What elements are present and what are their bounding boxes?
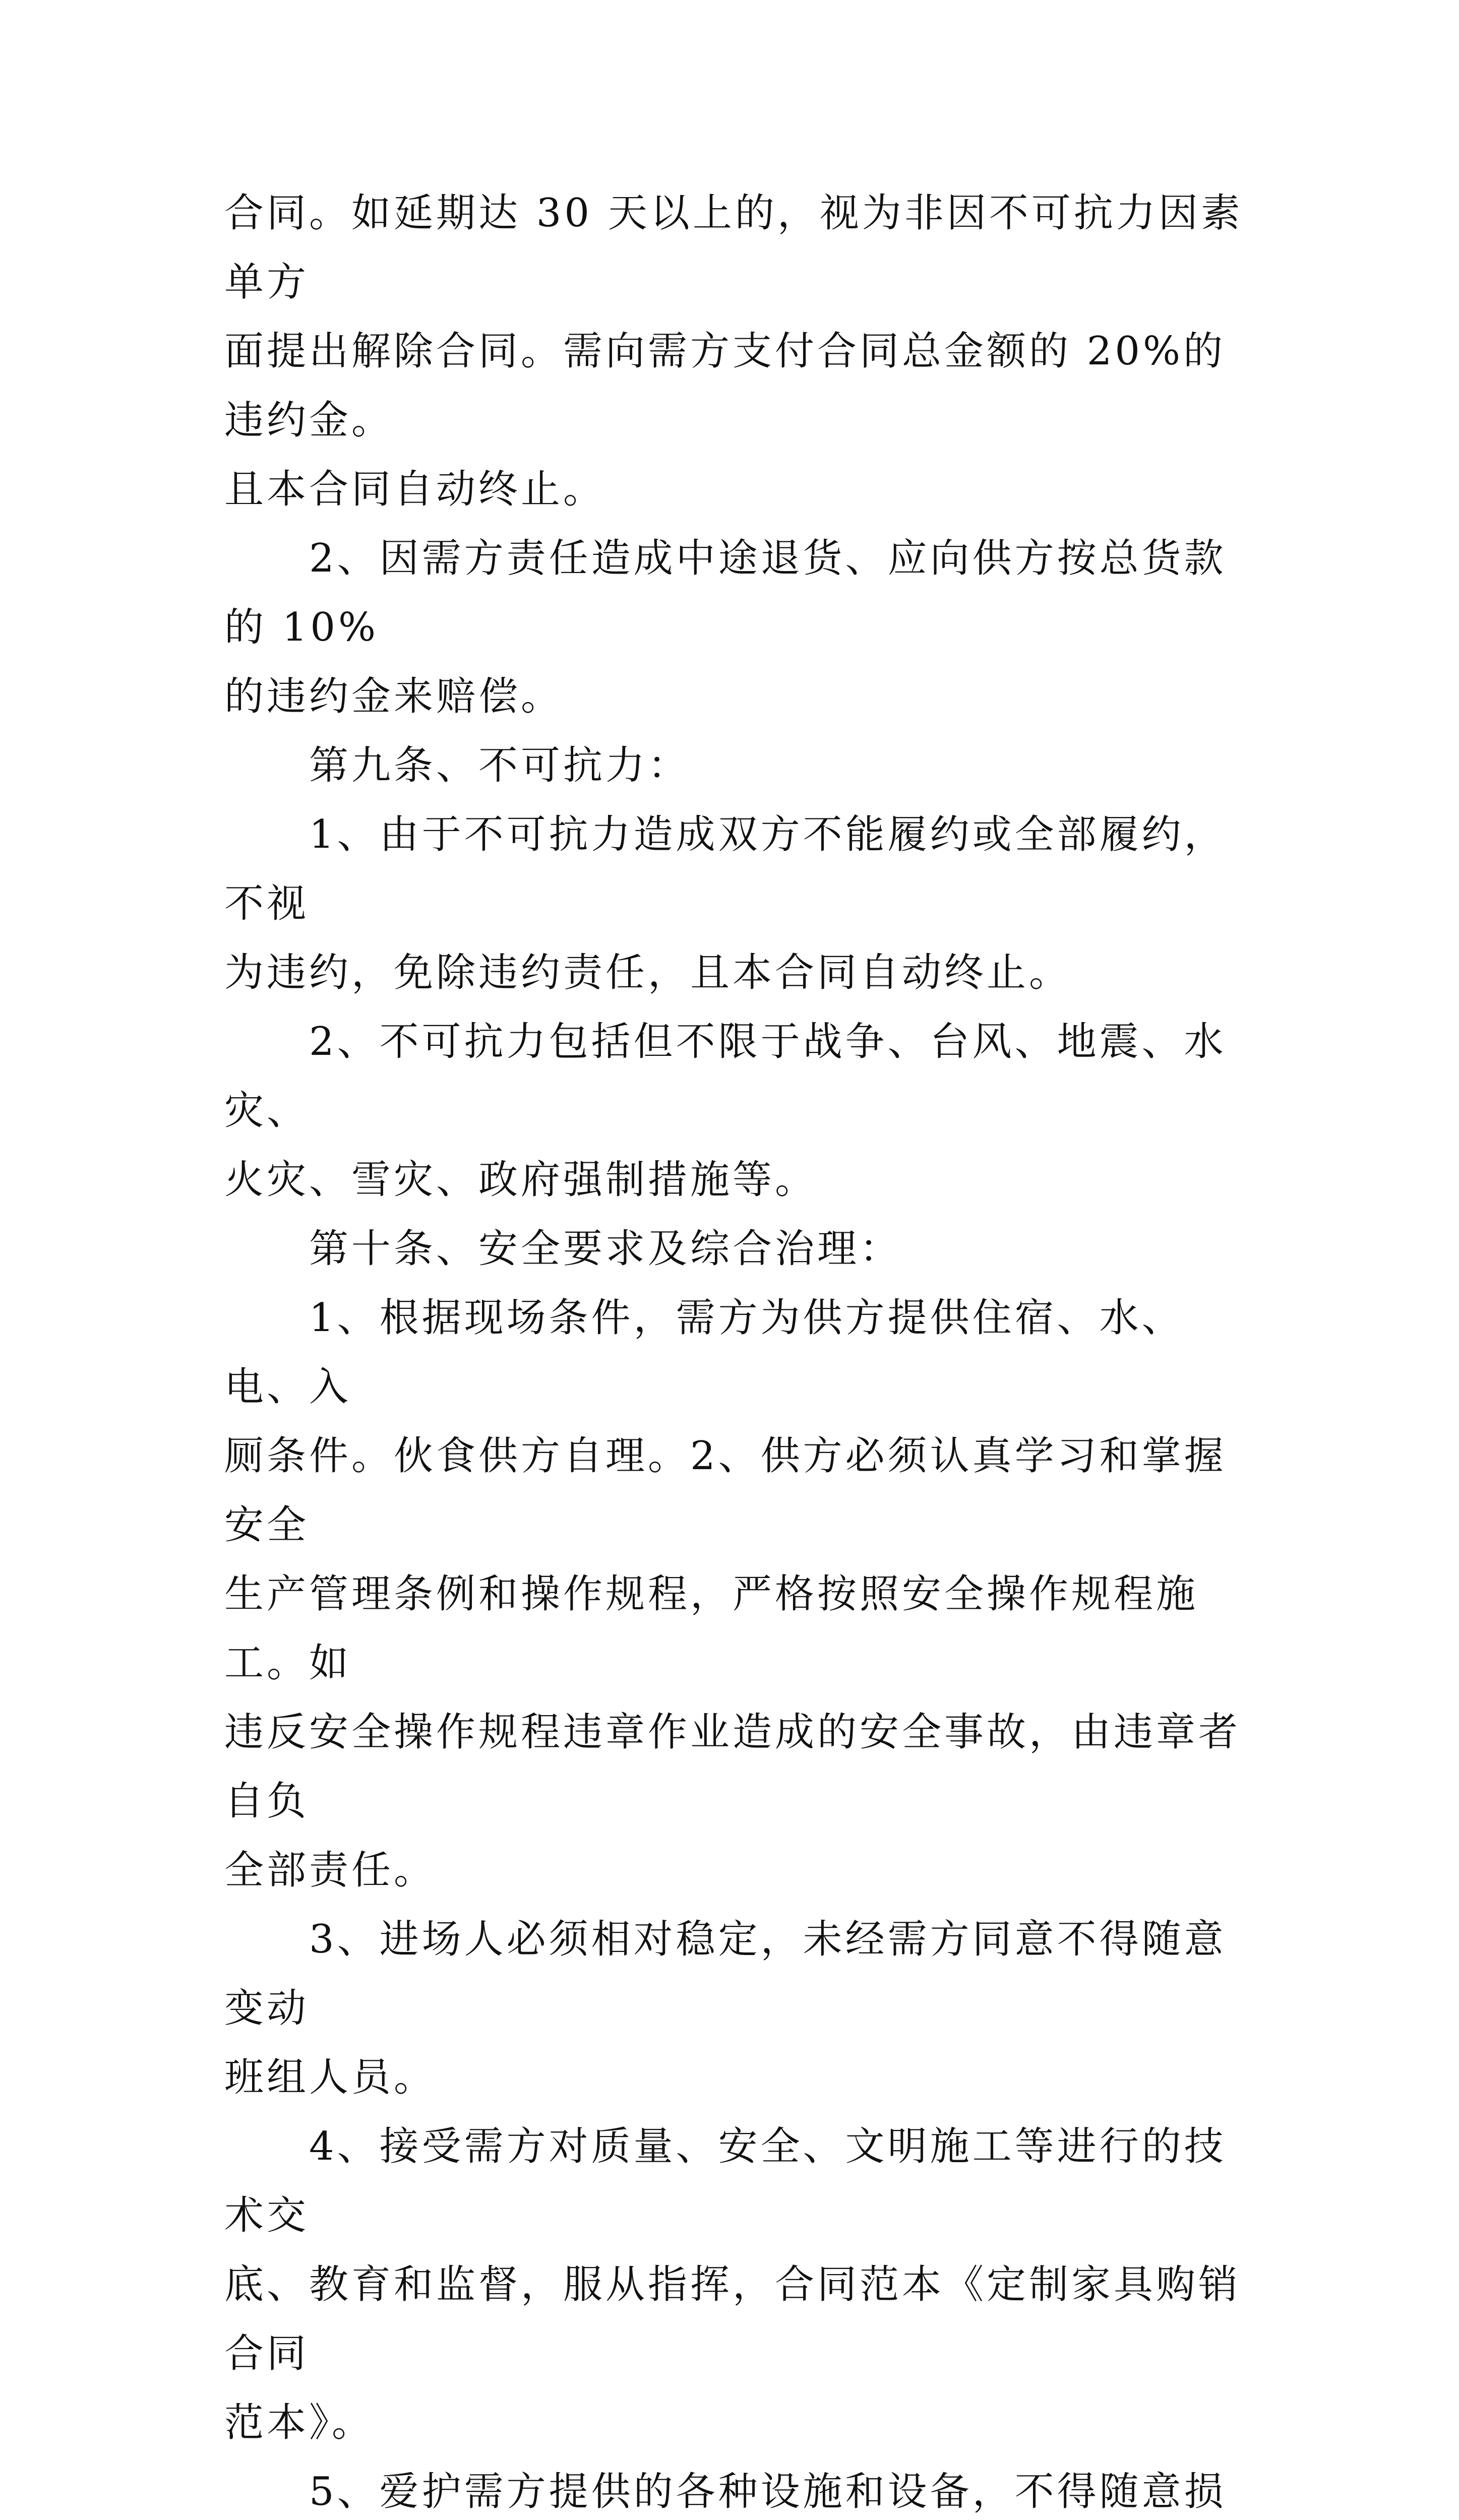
paragraph-5: 2、不可抗力包括但不限于战争、台风、地震、水灾、 火灾、雪灾、政府强制措施等。 [224,1019,1227,1203]
paragraph-9: 4、接受需方对质量、安全、文明施工等进行的技术交 底、教育和监督，服从指挥，合同范本《定制家具购销合同 范本》。 [224,2124,1241,2445]
paragraph-1: 合同。如延期达 30 天以上的，视为非因不可抗力因素单方 面提出解除合同。需向需方支付合同总金额的 20%的违约金。 且本合同自动终止。 [224,191,1243,512]
paragraph-10: 5、爱护需方提供的各种设施和设备，不得随意损 [309,2469,1227,2514]
paragraph-2: 2、因需方责任造成中途退货、应向供方按总货款的 10% 的违约金来赔偿。 [224,536,1227,719]
paragraph-6: 第十条、安全要求及综合治理： [224,1226,902,1272]
paragraph-8: 3、进场人必须相对稳定，未经需方同意不得随意变动 班组人员。 [224,1917,1227,2100]
paragraph-3: 第九条、不可抗力： [224,743,691,788]
paragraph-4: 1、由于不可抗力造成双方不能履约或全部履约，不视 为违约，免除违约责任，且本合同自动终止。 [224,812,1227,995]
document-body [224,179,1248,2520]
paragraph-7: 1、根据现场条件，需方为供方提供住宿、水、电、入 厕条件。伙食供方自理。2、供方必须认真学习和掌握安全 生产管理条例和操作规程，严格按照安全操作规程施工。如 违反安全操作规程违章作业造成的安全事故，由违章者自负 全部责任。 [224,1295,1241,1893]
